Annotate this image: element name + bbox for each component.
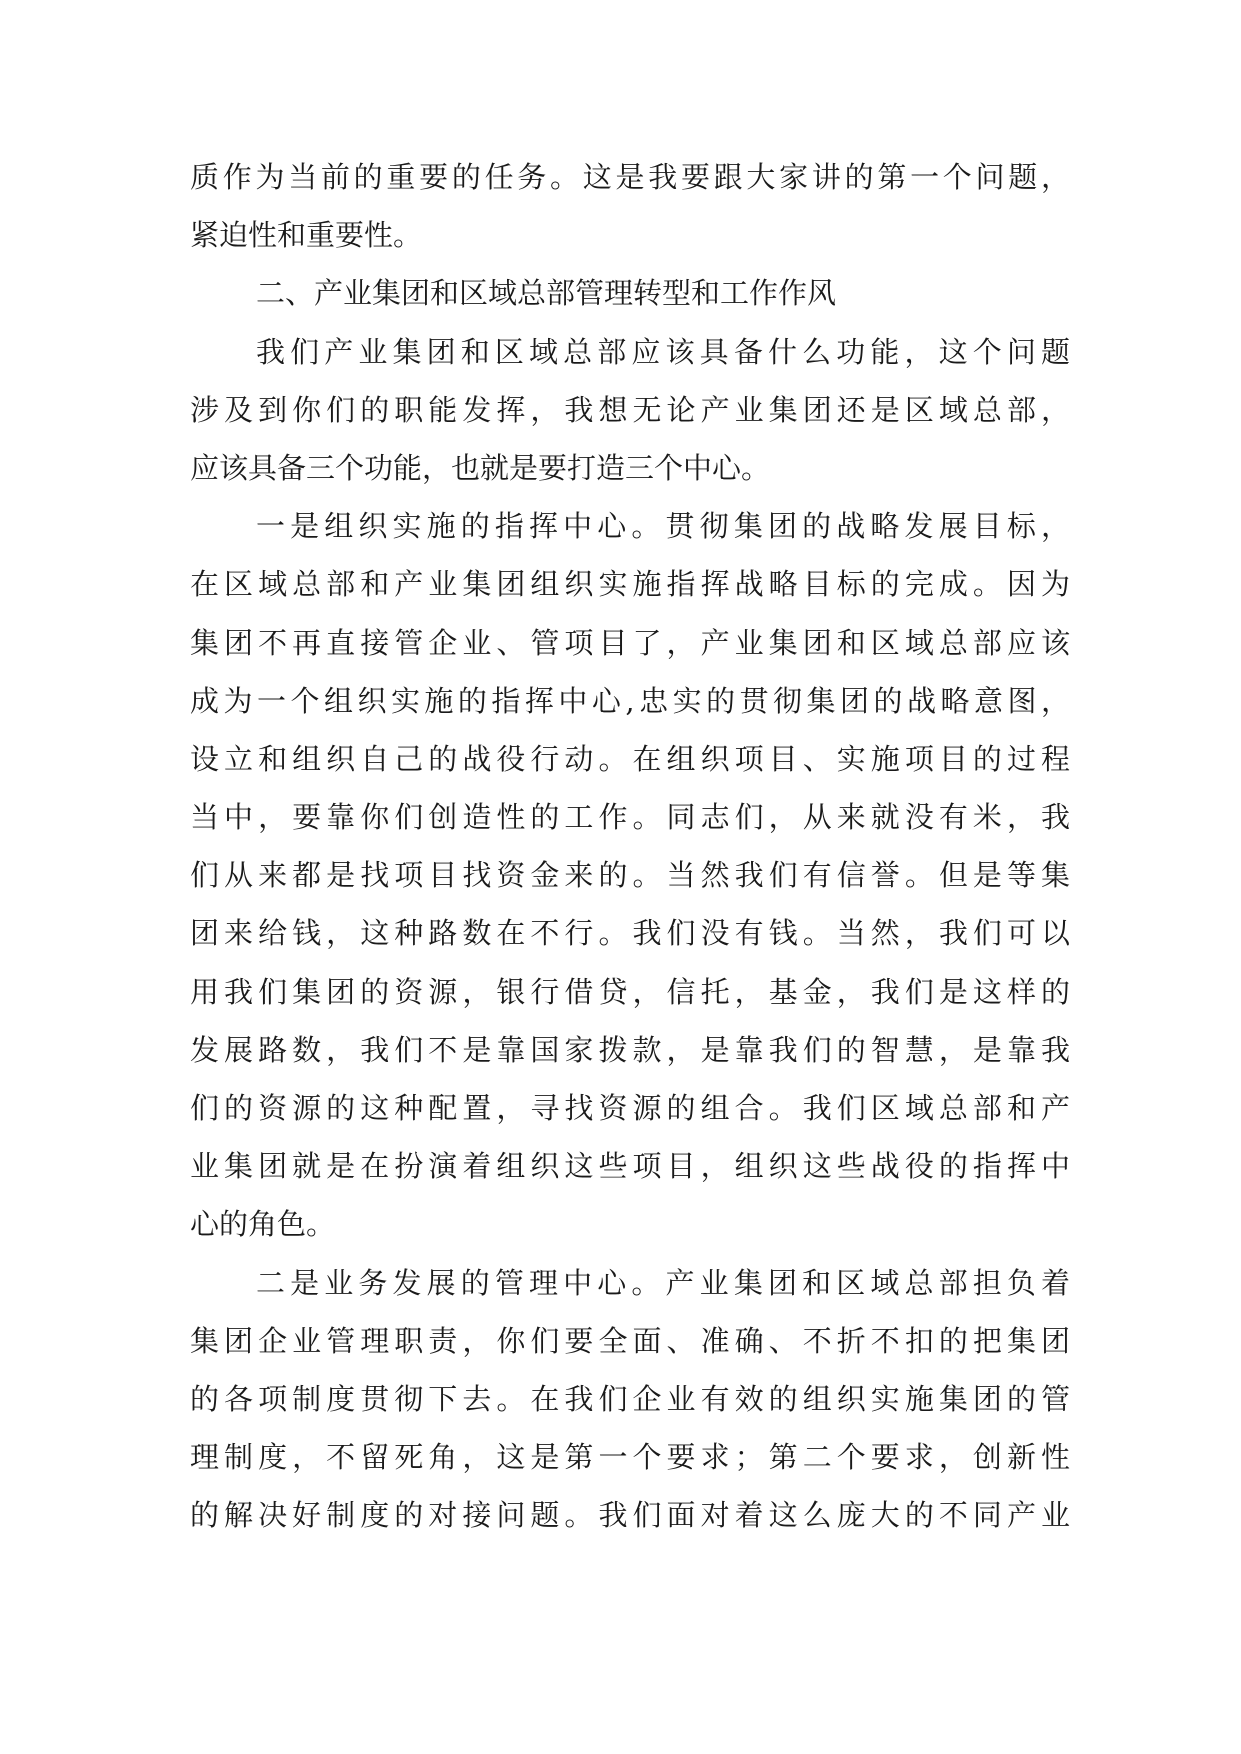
text-line: 成为一个组织实施的指挥中心,忠实的贯彻集团的战略意图， bbox=[190, 683, 1070, 718]
text-line: 质作为当前的重要的任务。这是我要跟大家讲的第一个问题， bbox=[190, 160, 1070, 194]
text-line: 团来给钱，这种路数在不行。我们没有钱。当然，我们可以 bbox=[190, 916, 1070, 951]
text-line: 我们产业集团和区域总部应该具备什么功能，这个问题 bbox=[256, 334, 1070, 369]
text-line: 们从来都是找项目找资金来的。当然我们有信誉。但是等集 bbox=[190, 858, 1070, 893]
text-line: 发展路数，我们不是靠国家拨款，是靠我们的智慧，是靠我 bbox=[190, 1032, 1070, 1067]
document-body bbox=[190, 148, 1070, 1545]
text-line: 业集团就是在扮演着组织这些项目，组织这些战役的指挥中 bbox=[190, 1149, 1070, 1184]
text-line: 的解决好制度的对接问题。我们面对着这么庞大的不同产业 bbox=[190, 1498, 1070, 1533]
text-line: 当中，要靠你们创造性的工作。同志们，从来就没有米，我 bbox=[190, 800, 1070, 835]
text-line: 一是组织实施的指挥中心。贯彻集团的战略发展目标， bbox=[256, 509, 1070, 544]
text-line: 设立和组织自己的战役行动。在组织项目、实施项目的过程 bbox=[190, 741, 1070, 776]
text-line: 理制度，不留死角，这是第一个要求；第二个要求，创新性 bbox=[190, 1440, 1070, 1475]
text-line: 紧迫性和重要性。 bbox=[190, 218, 423, 253]
text-line: 集团企业管理职责，你们要全面、准确、不折不扣的把集团 bbox=[190, 1323, 1070, 1358]
text-line: 用我们集团的资源，银行借贷，信托，基金，我们是这样的 bbox=[190, 974, 1070, 1009]
text-line: 应该具备三个功能，也就是要打造三个中心。 bbox=[190, 450, 771, 485]
text-line: 在区域总部和产业集团组织实施指挥战略目标的完成。因为 bbox=[190, 567, 1070, 602]
text-line: 二是业务发展的管理中心。产业集团和区域总部担负着 bbox=[256, 1265, 1070, 1300]
text-line: 的各项制度贯彻下去。在我们企业有效的组织实施集团的管 bbox=[190, 1381, 1070, 1416]
text-line: 们的资源的这种配置，寻找资源的组合。我们区域总部和产 bbox=[190, 1091, 1070, 1125]
text-line: 心的角色。 bbox=[190, 1207, 336, 1242]
text-line: 二、产业集团和区域总部管理转型和工作作风 bbox=[256, 276, 837, 311]
text-line: 涉及到你们的职能发挥，我想无论产业集团还是区域总部， bbox=[190, 392, 1070, 427]
text-line: 集团不再直接管企业、管项目了，产业集团和区域总部应该 bbox=[190, 625, 1070, 660]
